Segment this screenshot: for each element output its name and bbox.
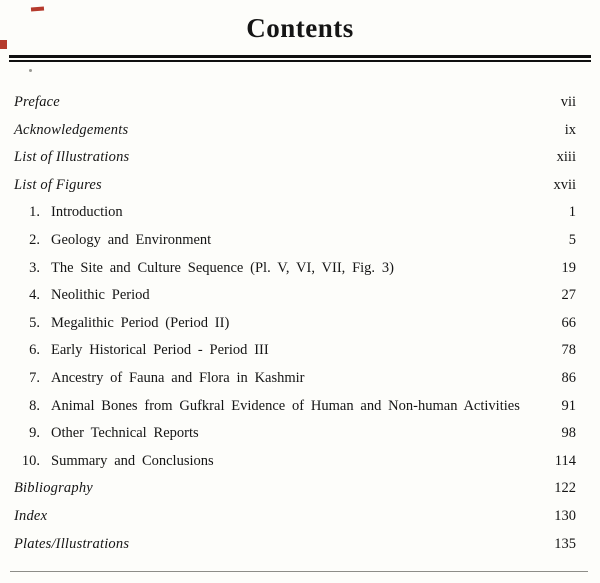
entry-label: Early Historical Period - Period III — [51, 342, 269, 359]
toc-entry-plates-illustrations — [14, 535, 576, 563]
entry-page-number: xvii — [553, 176, 576, 193]
entry-label: Summary and Conclusions — [51, 452, 214, 469]
rule-thick-line — [9, 55, 591, 58]
scan-speck — [29, 69, 32, 72]
entry-page-number: 1 — [568, 204, 576, 221]
entry-page-number: 135 — [554, 535, 576, 552]
entry-page-number: 122 — [554, 480, 576, 497]
entry-label: Introduction — [51, 204, 123, 221]
toc-entry-chapter-1 — [14, 203, 576, 231]
entry-page-number: 27 — [561, 287, 576, 304]
toc-entry-chapter-3 — [14, 259, 576, 287]
entry-page-number: 66 — [561, 314, 576, 331]
entry-label: Other Technical Reports — [51, 425, 199, 442]
toc-entry-list-of-illustrations — [14, 148, 576, 176]
entry-label: The Site and Culture Sequence (Pl. V, VI, VII, Fig. 3) — [51, 259, 394, 276]
title-double-rule — [9, 55, 591, 62]
chapter-number: 4. — [29, 287, 40, 304]
toc-entry-chapter-10 — [14, 452, 576, 480]
chapter-number: 3. — [29, 259, 40, 276]
entry-page-number: vii — [560, 94, 576, 110]
toc-entry-chapter-9 — [14, 424, 576, 452]
toc-entry-chapter-6 — [14, 341, 576, 369]
toc-entry-chapter-4 — [14, 286, 576, 314]
entry-label: Megalithic Period (Period II) — [51, 314, 230, 331]
entry-page-number: ix — [564, 121, 576, 138]
entry-page-number: 114 — [554, 452, 576, 469]
entry-page-number: 130 — [554, 507, 576, 524]
toc-entry-chapter-5 — [14, 314, 576, 342]
toc-entry-acknowledgements — [14, 121, 576, 149]
chapter-number: 1. — [29, 204, 40, 221]
chapter-number: 9. — [29, 425, 40, 442]
entry-label: Acknowledgements — [14, 121, 129, 138]
entry-label: List of Figures — [14, 176, 102, 193]
entry-page-number: 86 — [561, 369, 576, 386]
entry-page-number: 98 — [561, 425, 576, 442]
page-title: Contents — [246, 13, 354, 43]
page-bottom-rule — [10, 571, 588, 573]
entry-page-number: 5 — [568, 231, 576, 248]
entry-label: Geology and Environment — [51, 231, 212, 248]
chapter-number: 10. — [21, 452, 40, 469]
toc-entry-chapter-7 — [14, 369, 576, 397]
entry-page-number: xiii — [556, 149, 576, 166]
toc-entry-chapter-2 — [14, 231, 576, 259]
entry-label: Plates/Illustrations — [14, 535, 130, 552]
toc-entry-index — [14, 507, 576, 535]
entry-label: List of Illustrations — [14, 149, 130, 166]
entry-label: Animal Bones from Gufkral Evidence of Human and Non-human Activities — [51, 397, 520, 414]
toc-entry-preface — [14, 93, 576, 121]
entry-label: Preface — [14, 94, 60, 110]
toc-entry-bibliography — [14, 479, 576, 507]
chapter-number: 8. — [29, 397, 40, 414]
entry-label: Bibliography — [14, 480, 93, 497]
entry-page-number: 78 — [561, 342, 576, 359]
toc-entry-chapter-8 — [14, 397, 576, 425]
red-scan-mark-left-edge — [0, 40, 7, 49]
toc-entry-list-of-figures — [14, 176, 576, 204]
chapter-number: 5. — [29, 314, 40, 331]
entry-label: Neolithic Period — [51, 287, 150, 304]
entry-label: Ancestry of Fauna and Flora in Kashmir — [51, 369, 305, 386]
toc-list — [0, 62, 600, 562]
chapter-number: 6. — [29, 342, 40, 359]
entry-page-number: 19 — [561, 259, 576, 276]
entry-page-number: 91 — [561, 397, 576, 414]
chapter-number: 2. — [29, 231, 40, 248]
entry-label: Index — [14, 507, 48, 524]
chapter-number: 7. — [29, 369, 40, 386]
